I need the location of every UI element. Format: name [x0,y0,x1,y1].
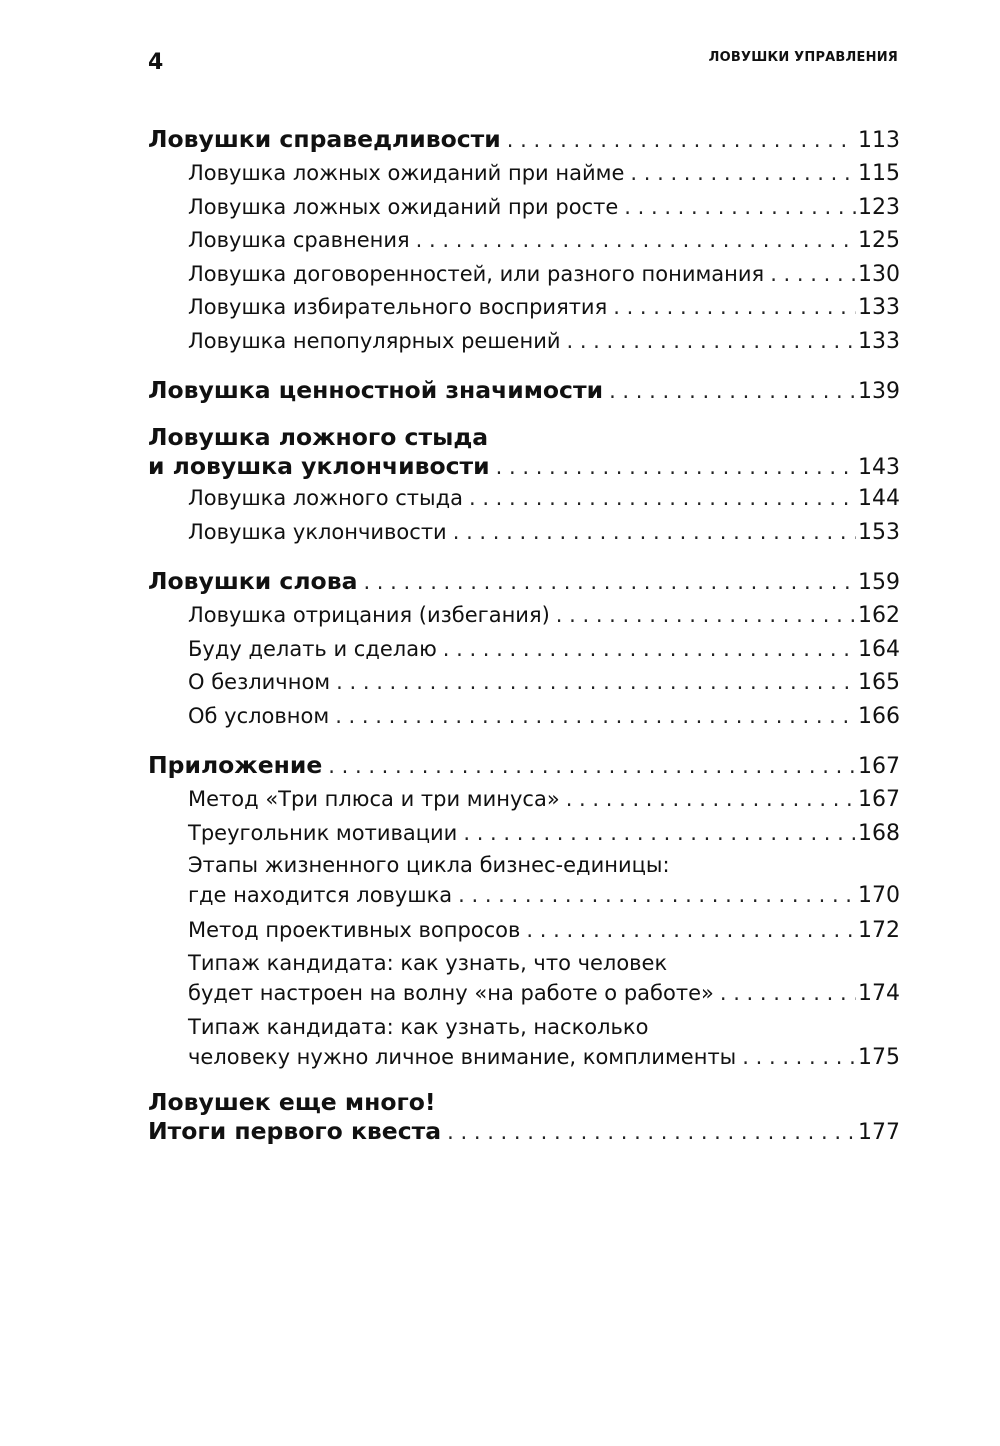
toc-subentry[interactable] [148,482,900,516]
toc-entry-page: 167 [858,754,900,779]
toc-subentry-title-line2: будет настроен на волну «на работе о работе» [188,980,714,1005]
dot-leader [764,258,856,292]
toc-section-appendix [148,748,900,1073]
toc-subentry[interactable] [148,258,900,292]
toc-subentry-page: 153 [858,519,900,545]
toc-subentry-title: Ловушка непопулярных решений [188,328,561,353]
toc-entry-page: 159 [858,570,900,595]
toc-entry-title-line1: Ловушка ложного стыда [148,423,489,451]
dot-leader [618,191,856,225]
toc-subentry-page: 130 [858,261,900,287]
toc-subentry-title: Ловушка ложных ожиданий при росте [188,194,619,219]
toc-entry-title-line2: Итоги первого квеста [148,1116,442,1145]
dot-leader [463,482,856,516]
toc-subentry-title-line1: Этапы жизненного цикла бизнес-единицы: [188,853,670,877]
dot-leader [550,599,856,633]
toc-subentry[interactable] [148,191,900,225]
toc-entry[interactable] [148,748,900,783]
toc-entry[interactable] [148,373,900,408]
toc-subentry-title-line1: Типаж кандидата: как узнать, что человек [188,950,668,975]
dot-leader [452,880,856,910]
toc-subentry-title-line2: где находится ловушка [188,883,453,907]
toc-subentry[interactable] [148,224,900,258]
toc-subentry-page: 125 [858,228,900,253]
toc-subentry-title-line1: Типаж кандидата: как узнать, насколько [188,1014,649,1039]
toc-subentry-title: Метод «Три плюса и три минуса» [188,787,560,811]
dot-leader [560,783,856,817]
toc-section-value [148,373,900,408]
toc-entry-title-line1: Ловушек еще много! [148,1087,436,1116]
toc-subentry[interactable] [148,700,900,734]
toc-subentry-page: 172 [858,918,900,943]
toc-section-final [148,1088,900,1147]
dot-leader [501,123,856,158]
toc-entry-page: 113 [858,128,900,153]
toc-entry-page: 177 [858,1119,900,1145]
toc-subentry-title-line2: человеку нужно личное внимание, комплименты [188,1044,737,1069]
toc-subentry[interactable] [148,325,900,359]
table-of-contents [148,122,900,1147]
toc-entry-title-line2: и ловушка уклончивости [148,452,490,480]
toc-subentry[interactable] [148,914,900,948]
dot-leader [607,291,856,325]
toc-entry-page: 143 [858,455,900,480]
toc-subentry-page: 175 [858,1044,900,1070]
dot-leader [520,914,856,948]
toc-subentry[interactable] [148,666,900,700]
toc-subentry-title: Метод проективных вопросов [188,918,521,942]
toc-section-shame [148,423,900,549]
dot-leader [560,325,856,359]
toc-subentry-page: 170 [858,883,900,908]
dot-leader [357,565,856,600]
toc-subentry-multiline[interactable] [148,1012,900,1073]
toc-subentry-page: 168 [858,820,900,846]
toc-entry-title: Ловушки справедливости [148,125,501,153]
toc-subentry[interactable] [148,516,900,550]
toc-subentry-page: 174 [858,980,900,1006]
dot-leader [714,978,856,1008]
toc-subentry-page: 166 [858,703,900,729]
dot-leader [457,817,856,851]
toc-entry[interactable] [148,564,900,599]
dot-leader [490,453,856,482]
toc-subentry-title: Ловушка отрицания (избегания) [188,603,550,627]
toc-subentry-title: Ловушка договоренностей, или разного понимания [188,261,765,286]
dot-leader [603,374,856,409]
toc-subentry-title: Об условном [188,703,330,728]
dot-leader [437,633,856,667]
toc-subentry[interactable] [148,633,900,667]
toc-entry-title: Ловушка ценностной значимости [148,376,604,404]
dot-leader [736,1042,856,1072]
toc-subentry-page: 144 [858,486,900,511]
toc-subentry-title: О безличном [188,670,331,694]
toc-subentry-page: 115 [858,161,900,186]
toc-subentry-page: 162 [858,603,900,628]
toc-subentry[interactable] [148,291,900,325]
toc-entry-title: Ловушки слова [148,567,358,595]
toc-entry-title: Приложение [148,751,323,779]
toc-entry-multiline[interactable] [148,1088,900,1147]
toc-subentry-title: Ловушка избирательного восприятия [188,295,608,319]
toc-subentry-page: 133 [858,328,900,354]
toc-subentry-multiline[interactable] [148,850,900,911]
dot-leader [441,1118,856,1147]
toc-entry-page: 139 [858,379,900,404]
toc-section-words [148,564,900,733]
toc-subentry-page: 167 [858,787,900,812]
toc-subentry[interactable] [148,157,900,191]
dot-leader [410,224,856,258]
toc-subentry[interactable] [148,783,900,817]
toc-subentry[interactable] [148,817,900,851]
dot-leader [330,666,856,700]
dot-leader [329,700,856,734]
toc-entry[interactable] [148,122,900,157]
toc-subentry-title: Ловушка ложных ожиданий при найме [188,161,625,185]
page-number: 4 [148,50,164,75]
toc-subentry-multiline[interactable] [148,948,900,1009]
toc-subentry-page: 133 [858,295,900,320]
dot-leader [624,157,856,191]
toc-subentry[interactable] [148,599,900,633]
toc-entry-multiline[interactable] [148,423,900,482]
toc-subentry-title: Треугольник мотивации [188,820,458,845]
dot-leader [322,749,856,784]
toc-subentry-title: Буду делать и сделаю [188,636,437,661]
toc-subentry-page: 165 [858,670,900,695]
running-title: ЛОВУШКИ УПРАВЛЕНИЯ [708,50,898,65]
toc-subentry-page: 123 [858,194,900,220]
toc-subentry-title: Ловушка уклончивости [188,519,447,544]
toc-section-justice [148,122,900,358]
toc-subentry-title: Ловушка ложного стыда [188,486,463,510]
toc-subentry-page: 164 [858,636,900,662]
toc-subentry-title: Ловушка сравнения [188,228,410,252]
dot-leader [447,516,856,550]
